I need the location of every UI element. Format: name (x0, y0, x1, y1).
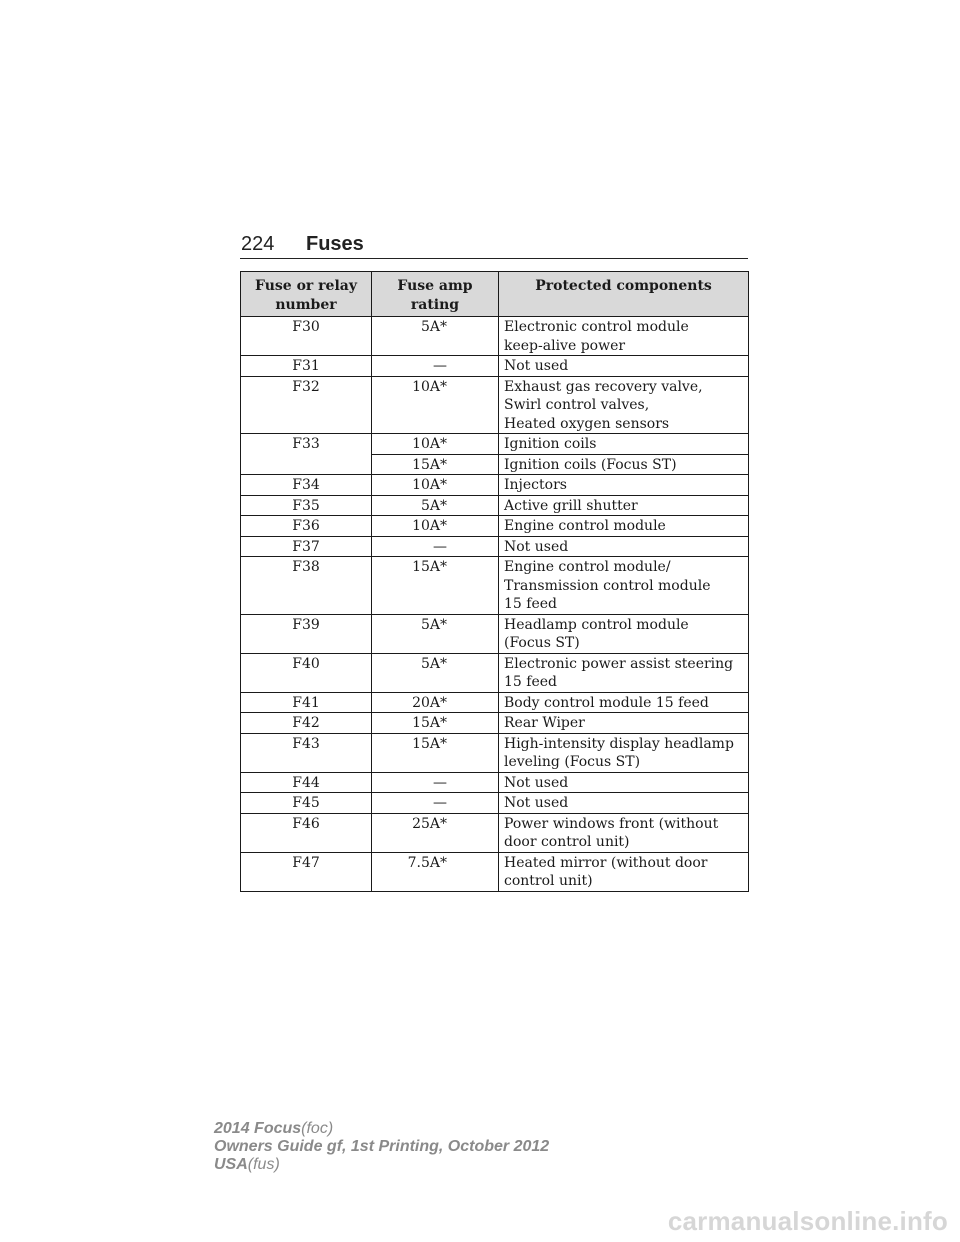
column-header-components: Protected components (499, 272, 749, 317)
table-row (241, 516, 749, 537)
component-line: Not used (504, 795, 569, 811)
component-line: High-intensity display headlamp (504, 735, 734, 752)
component-line: Not used (504, 358, 569, 374)
table-row (241, 495, 749, 516)
fuse-amp-cell: 10A* (372, 475, 499, 496)
protected-components-cell (499, 614, 749, 653)
protected-components-cell (499, 852, 749, 891)
fuse-number-cell: F36 (241, 516, 372, 537)
component-line: Ignition coils (Focus ST) (504, 456, 677, 473)
table-row (241, 692, 749, 713)
fuse-amp-cell: 5A* (372, 317, 499, 356)
component-line: door control unit) (504, 834, 630, 850)
fuse-amp-cell: 15A* (372, 713, 499, 734)
component-line: Headlamp control module (504, 616, 689, 633)
protected-components-cell (499, 495, 749, 516)
table-row (241, 614, 749, 653)
component-line: Power windows front (without (504, 815, 719, 832)
fuse-amp-cell: 15A* (372, 454, 499, 475)
table-row (241, 713, 749, 734)
protected-components-cell (499, 772, 749, 793)
table-row (241, 434, 749, 455)
component-line: Heated oxygen sensors (504, 415, 670, 432)
fuse-number-cell: F30 (241, 317, 372, 356)
watermark: carmanualsonline.info (667, 1206, 948, 1236)
fuse-amp-cell: 15A* (372, 557, 499, 615)
protected-components-cell (499, 733, 749, 772)
component-line: Not used (504, 538, 569, 555)
fuse-number-cell: F45 (241, 793, 372, 814)
fuse-amp-cell: 7.5A* (372, 852, 499, 891)
protected-components-cell (499, 434, 749, 455)
fuse-number-cell: F31 (241, 356, 372, 377)
fuse-amp-cell: 5A* (372, 614, 499, 653)
fuse-amp-cell: 15A* (372, 733, 499, 772)
fuse-number-cell: F43 (241, 733, 372, 772)
page-header (240, 232, 748, 259)
column-header-amp: Fuse amp rating (372, 272, 499, 317)
table-row (241, 772, 749, 793)
protected-components-cell (499, 692, 749, 713)
fuse-amp-cell: 20A* (372, 692, 499, 713)
table-row (241, 793, 749, 814)
fuse-amp-cell: 10A* (372, 516, 499, 537)
table-row (241, 317, 749, 356)
table-row (241, 356, 749, 377)
component-line: Exhaust gas recovery valve, (504, 378, 703, 395)
component-line: Electronic control module (504, 319, 689, 335)
footer-line-2: Owners Guide gf, 1st Printing, October 2012 (214, 1138, 550, 1155)
fuse-table (240, 271, 749, 892)
fuse-number-cell: F32 (241, 376, 372, 434)
footer-line-3: USA(fus) (214, 1156, 280, 1173)
fuse-amp-cell: 25A* (372, 813, 499, 852)
component-line: keep-alive power (504, 337, 626, 354)
fuse-amp-cell: 5A* (372, 495, 499, 516)
component-line: 15 feed (504, 674, 557, 690)
fuse-number-cell: F41 (241, 692, 372, 713)
fuse-number-cell: F33 (241, 434, 372, 475)
protected-components-cell (499, 516, 749, 537)
component-line: leveling (Focus ST) (504, 754, 641, 770)
fuse-number-cell: F37 (241, 536, 372, 557)
fuse-amp-cell: — (372, 536, 499, 557)
fuse-number-cell: F46 (241, 813, 372, 852)
table-row (241, 733, 749, 772)
protected-components-cell (499, 813, 749, 852)
fuse-number-cell: F42 (241, 713, 372, 734)
protected-components-cell (499, 713, 749, 734)
protected-components-cell (499, 454, 749, 475)
fuse-number-cell: F47 (241, 852, 372, 891)
protected-components-cell (499, 536, 749, 557)
component-line: Engine control module (504, 518, 666, 534)
table-row (241, 536, 749, 557)
component-line: control unit) (504, 873, 593, 889)
protected-components-cell (499, 317, 749, 356)
component-line: Transmission control module (504, 577, 711, 594)
fuse-number-cell: F38 (241, 557, 372, 615)
column-header-fuse: Fuse or relay number (241, 272, 372, 317)
component-line: Not used (504, 774, 569, 791)
protected-components-cell (499, 376, 749, 434)
fuse-number-cell: F34 (241, 475, 372, 496)
fuse-number-cell: F40 (241, 653, 372, 692)
fuse-amp-cell: — (372, 356, 499, 377)
table-row (241, 376, 749, 434)
section-title: Fuses (306, 233, 364, 255)
table-header-row (241, 272, 749, 317)
fuse-amp-cell: 10A* (372, 434, 499, 455)
page-number: 224 (241, 233, 275, 255)
component-line: Rear Wiper (504, 715, 585, 731)
fuse-amp-cell: — (372, 793, 499, 814)
protected-components-cell (499, 475, 749, 496)
component-line: Active grill shutter (504, 497, 638, 514)
table-row (241, 813, 749, 852)
protected-components-cell (499, 793, 749, 814)
component-line: Electronic power assist steering (504, 655, 734, 672)
table-row (241, 852, 749, 891)
fuse-number-cell: F39 (241, 614, 372, 653)
component-line: Swirl control valves, (504, 397, 650, 413)
table-row (241, 475, 749, 496)
table-row (241, 653, 749, 692)
component-line: Injectors (504, 477, 567, 493)
fuse-amp-cell: — (372, 772, 499, 793)
component-line: Heated mirror (without door (504, 854, 708, 871)
table-row (241, 557, 749, 615)
protected-components-cell (499, 653, 749, 692)
protected-components-cell (499, 356, 749, 377)
component-line: Engine control module/ (504, 559, 671, 575)
component-line: 15 feed (504, 596, 557, 612)
protected-components-cell (499, 557, 749, 615)
fuse-amp-cell: 10A* (372, 376, 499, 434)
component-line: (Focus ST) (504, 635, 580, 651)
component-line: Ignition coils (504, 436, 597, 452)
fuse-number-cell: F35 (241, 495, 372, 516)
footer-line-1: 2014 Focus(foc) (214, 1120, 334, 1137)
fuse-amp-cell: 5A* (372, 653, 499, 692)
component-line: Body control module 15 feed (504, 694, 709, 711)
document-footer (214, 1120, 549, 1174)
fuse-number-cell: F44 (241, 772, 372, 793)
